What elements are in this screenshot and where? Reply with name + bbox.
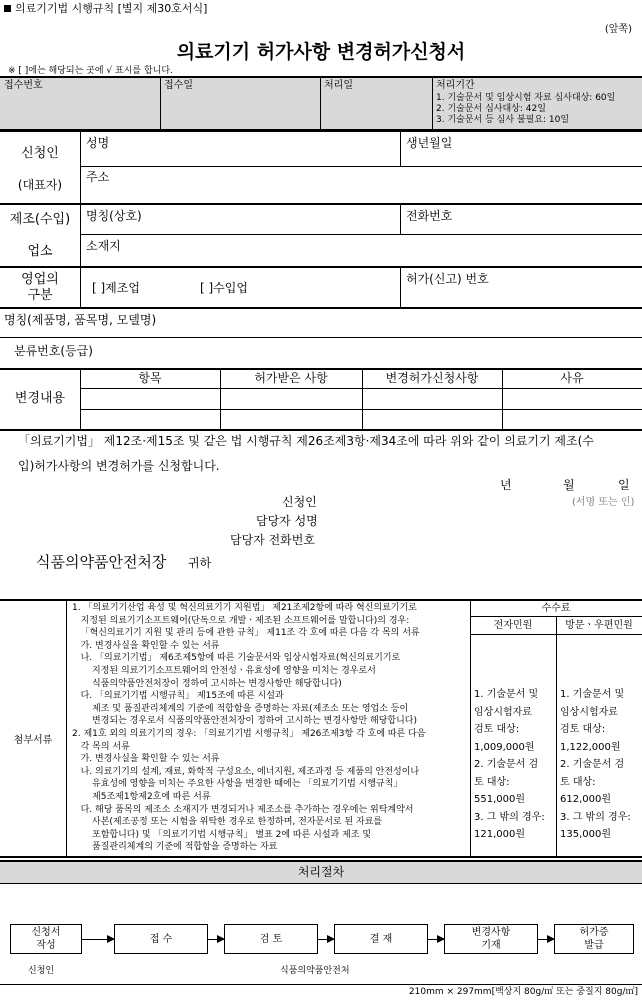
fee-visit-line: 임상시험자료 — [560, 706, 618, 718]
officer-name-label: 담당자 성명 — [256, 514, 318, 528]
attachment-line: 변경되는 경우로서 식품의약품안전처장이 정하여 고시하는 변경사항만 해당합니다) — [72, 716, 417, 727]
fee-electronic-line: 토 대상: — [474, 776, 510, 788]
step-application: 신청서 작성 — [10, 924, 82, 954]
attachments-label: 첨부서류 — [13, 735, 53, 746]
attachment-line: 가. 변경사실을 확인할 수 있는 서류 — [72, 754, 220, 765]
actor-applicant: 신청인 — [28, 966, 55, 976]
bullet-square-icon — [4, 5, 11, 12]
attachment-line: 각 목의 서류 — [72, 741, 130, 752]
fee-electronic-line: 551,000원 — [474, 794, 526, 805]
fee-visit-line: 612,000원 — [560, 794, 612, 805]
license-number-label: 허가(신고) 번호 — [406, 272, 489, 286]
location-label: 소재지 — [86, 239, 121, 253]
fee-electronic-line: 1,009,000원 — [474, 741, 535, 753]
actor-mfds: 식품의약품안전처 — [280, 966, 350, 976]
classification-label: 분류번호(등급) — [14, 344, 93, 358]
fee-electronic-line: 검토 대상: — [474, 724, 520, 735]
receipt-date-label: 접수일 — [164, 80, 193, 91]
period-line-1: 1. 기술문서 및 임상시험 자료 심사대상: 60일 — [436, 93, 616, 103]
process-date-label: 처리일 — [324, 80, 353, 91]
attachment-line: 나. 의료기기의 설계, 재료, 화학적 구성요소, 에너지원, 제조과정 등 제품의 안전성이나 — [72, 766, 420, 777]
fee-electronic-line: 2. 기술문서 검 — [474, 759, 539, 770]
step-record-change: 변경사항 기재 — [444, 924, 538, 954]
attachment-line: 지정된 의료기기소프트웨어의 안전성ㆍ유효성에 영향을 미치는 경우로서 — [72, 665, 376, 676]
addressee: 식품의약품안전처장 — [36, 553, 167, 571]
date-month: 월 — [563, 478, 575, 492]
header-item: 항목 — [138, 371, 162, 385]
business-type-label-top: 영업의 — [21, 272, 59, 287]
header-requested: 변경허가신청사항 — [385, 371, 479, 385]
fee-visit-list — [560, 686, 640, 844]
attachment-line: 제5조제1항제2호에 따른 서류 — [72, 791, 211, 802]
fee-electronic-header: 전자민원 — [493, 620, 533, 631]
rule-reference: 의료기기법 시행규칙 [별지 제30호서식] — [4, 2, 207, 16]
product-name-label: 명칭(제품명, 품목명, 모델명) — [4, 313, 157, 327]
attachment-line: 「혁신의료기기 지원 및 관리 등에 관한 규칙」 제11조 각 호에 따른 다음 각 목의 서류 — [72, 628, 420, 639]
sign-or-seal: (서명 또는 인) — [572, 497, 635, 508]
attachment-line: 다. 해당 품목의 제조소 소재지가 변경되거나 제조소를 추가하는 경우에는 위탁계약서 — [72, 804, 414, 815]
import-checkbox[interactable]: [ ]수입업 — [200, 281, 248, 295]
fee-electronic-line: 3. 그 밖의 경우: — [474, 811, 545, 823]
attachment-line: 품질관리체계의 기준에 적합함을 증명하는 자료 — [72, 842, 278, 853]
representative-label: (대표자) — [17, 178, 63, 192]
manufacture-checkbox[interactable]: [ ]제조업 — [92, 281, 140, 295]
applicant-label: 신청인 — [21, 146, 59, 161]
attachment-line: 포함합니다) 및 「의료기기법 시행규칙」 별표 2에 따른 시설과 제조 및 — [72, 829, 372, 840]
step-issue-license: 허가증 발급 — [554, 924, 634, 954]
fee-visit-line: 135,000원 — [560, 829, 612, 840]
arrow-icon — [208, 939, 224, 940]
business-label-bottom: 업소 — [27, 244, 53, 259]
fee-visit-header: 방문ㆍ우편민원 — [565, 620, 633, 631]
fee-visit-line: 검토 대상: — [560, 724, 606, 735]
fee-electronic-line: 임상시험자료 — [474, 706, 532, 718]
attachment-line: 지정된 의료기기소프트웨어(단독으로 개발ㆍ제조된 소프트웨어를 말합니다)의 경우: — [72, 615, 410, 626]
attachment-line: 식품의약품안전처장이 정하여 고시하는 변경사항만 해당합니다) — [72, 678, 342, 689]
attachment-line: 사본(제조공정 또는 시험을 위탁한 경우로 한정하며, 전자문서로 된 자료를 — [72, 817, 383, 828]
fee-visit-line: 3. 그 밖의 경우: — [560, 811, 631, 823]
fee-visit-line: 2. 기술문서 검 — [560, 759, 625, 770]
officer-phone-label: 담당자 전화번호 — [230, 533, 315, 547]
attachment-line: 유효성에 영향을 미치는 주요한 사항을 변경한 때에는 「의료기기법 시행규칙」 — [72, 779, 403, 790]
header-approved: 허가받은 사항 — [254, 371, 328, 385]
step-review: 검 토 — [224, 924, 318, 954]
arrow-icon — [538, 939, 554, 940]
date-day: 일 — [618, 478, 630, 492]
period-line-2: 2. 기술문서 심사대상: 42일 — [436, 104, 546, 114]
header-reason: 사유 — [560, 371, 584, 385]
business-type-label-bottom: 구분 — [27, 288, 53, 303]
birth-date-label: 생년월일 — [406, 136, 453, 150]
arrow-icon — [318, 939, 334, 940]
procedure-title: 처리절차 — [297, 865, 345, 879]
fee-electronic-line: 1. 기술문서 및 — [474, 689, 539, 700]
attachments-list — [72, 602, 468, 854]
paper-spec: 210mm × 297mm[백상지 80g/㎡ 또는 중질지 80g/㎡] — [408, 987, 638, 997]
attachment-line: 2. 제1호 외의 의료기기의 경우: 「의료기기법 시행규칙」 제26조제3항 각 호에 따른 다음 — [72, 728, 426, 739]
attachment-line: 다. 「의료기기법 시행규칙」 제15조에 따른 시설과 — [72, 691, 284, 702]
checkbox-note: ※ [ ]에는 해당되는 곳에 √ 표시를 합니다. — [8, 66, 173, 76]
changes-label: 변경내용 — [14, 391, 66, 406]
arrow-icon — [82, 939, 114, 940]
step-approval: 결 재 — [334, 924, 428, 954]
statement-line-1: 「의료기기법」 제12조·제15조 및 같은 법 시행규칙 제26조제3항·제34조에 따라 위와 같이 의료기기 제조(수 — [18, 434, 594, 448]
period-line-3: 3. 기술문서 등 심사 불필요: 10일 — [436, 115, 570, 125]
process-period-label: 처리기간 — [436, 80, 475, 91]
business-label-top: 제조(수입) — [9, 212, 71, 227]
page-side-label: (앞쪽) — [604, 24, 632, 35]
company-name-label: 명칭(상호) — [86, 209, 142, 223]
attachment-line: 1. 「의료기기산업 육성 및 혁신의료기기 지원법」 제21조제2항에 따라 혁신의료기기로 — [72, 603, 417, 613]
receipt-number-label: 접수번호 — [4, 80, 43, 91]
fee-title: 수수료 — [541, 603, 571, 614]
applicant-name-label: 성명 — [86, 136, 110, 150]
address-label: 주소 — [86, 170, 110, 184]
arrow-icon — [428, 939, 444, 940]
fee-visit-line: 1,122,000원 — [560, 741, 621, 753]
fee-visit-line: 토 대상: — [560, 776, 596, 788]
phone-label: 전화번호 — [406, 209, 453, 223]
step-receipt: 접 수 — [114, 924, 208, 954]
honorific: 귀하 — [188, 556, 212, 570]
fee-electronic-list — [474, 686, 554, 844]
fee-visit-line: 1. 기술문서 및 — [560, 689, 625, 700]
applicant-sign-label: 신청인 — [282, 495, 317, 509]
attachment-line: 가. 변경사실을 확인할 수 있는 서류 — [72, 640, 220, 651]
attachment-line: 제조 및 품질관리체계의 기준에 적합함을 증명하는 자료(제조소 또는 영업소 등이 — [72, 703, 409, 714]
statement-line-2: 입)허가사항의 변경허가를 신청합니다. — [18, 459, 220, 473]
date-year: 년 — [500, 478, 512, 492]
page-title: 의료기기 허가사항 변경허가신청서 — [176, 41, 466, 63]
attachment-line: 나. 「의료기기법」 제6조제5항에 따른 기술문서와 임상시험자료(혁신의료기기로 — [72, 653, 401, 664]
fee-electronic-line: 121,000원 — [474, 829, 526, 840]
